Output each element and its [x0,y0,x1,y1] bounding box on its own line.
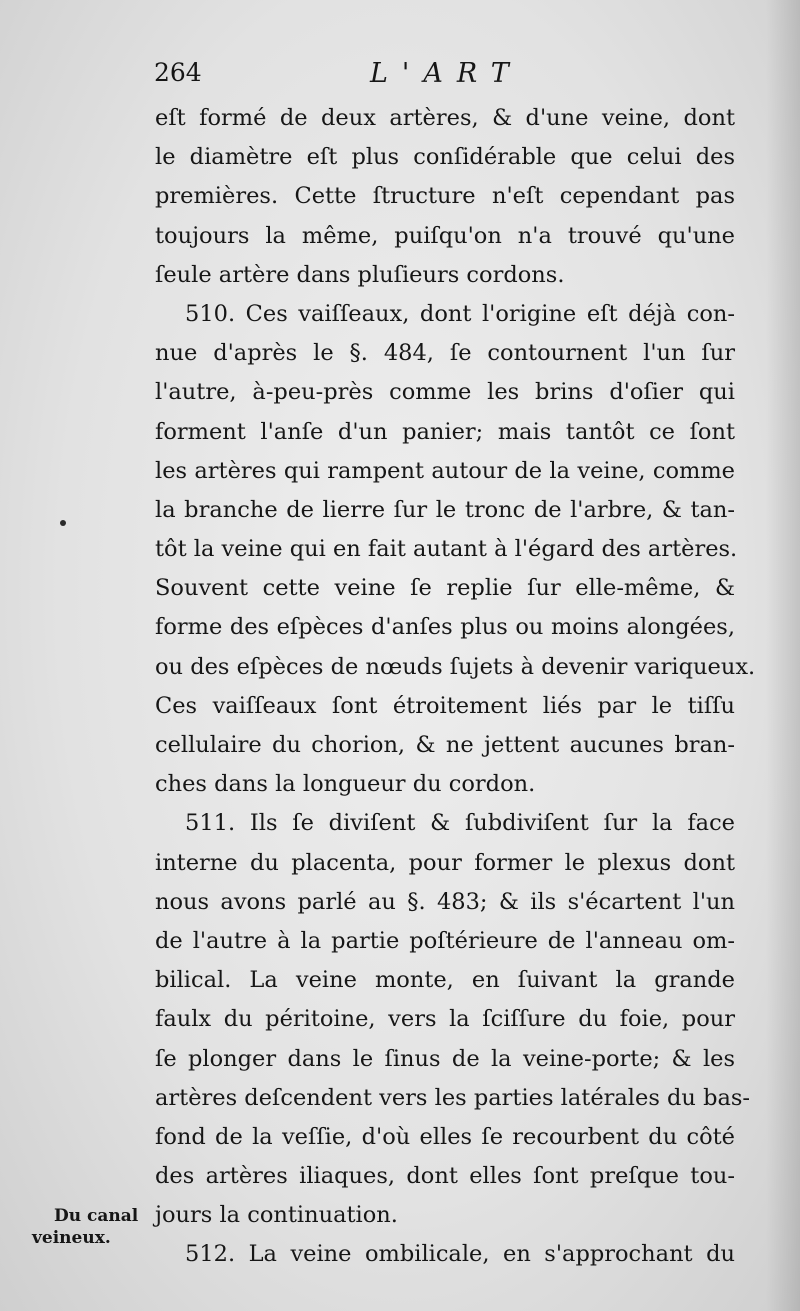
text-line: nous avons parlé au §. 483; & ils s'écartent l'un [155,888,735,915]
text-line: tôt la veine qui en fait autant à l'égard des artères. [155,536,738,563]
text-line: premières. Cette ſtructure n'eſt cependant pas [155,183,735,210]
text-line: la branche de lierre ſur le tronc de l'arbre, & tan- [155,496,735,523]
text-line: Souvent cette veine ſe replie ſur elle-même, & [155,575,735,602]
text-line: l'autre, à-peu-près comme les brins d'oſier qui [155,379,735,406]
body-text [155,99,756,1275]
running-head: L'ART [370,58,523,89]
text-line: jours la continuation. [155,1202,398,1229]
page-number: 264 [154,58,202,87]
paragraph-512-start: 512. La veine ombilicale, en s'approchant du [185,1241,735,1268]
text-line: les artères qui rampent autour de la veine, comme [155,457,735,484]
text-line: cellulaire du chorion, & ne jettent aucunes bran- [155,732,735,758]
text-line: ou des eſpèces de nœuds ſujets à devenir variqueux. [155,653,756,680]
text-line: forment l'anſe d'un panier; mais tantôt ce ſont [155,418,735,445]
text-line: forme des eſpèces d'anſes plus ou moins alongées, [155,614,735,641]
text-line: ſeule artère dans pluſieurs cordons. [155,261,565,288]
text-line: Ces vaiſſeaux ſont étroitement liés par le tiſſu [155,692,735,719]
text-line: ſe plonger dans le ſinus de la veine-porte; & les [155,1045,735,1072]
text-line: toujours la même, puiſqu'on n'a trouvé qu'une [155,222,735,249]
text-line: de l'autre à la partie poſtérieure de l'anneau om- [155,927,735,954]
text-line: des artères iliaques, dont elles ſont preſque tou- [155,1163,735,1190]
text-line: ches dans la longueur du cordon. [155,771,536,798]
text-line: nue d'après le §. 484, ſe contournent l'un ſur [155,340,735,367]
margin-note-line: veineux. [32,1228,111,1248]
ink-fleck [60,520,66,526]
text-line: artères deſcendent vers les parties latérales du bas- [155,1084,751,1111]
text-line: le diamètre eſt plus conſidérable que celui des [155,144,735,171]
gutter-shadow [766,0,800,1311]
text-line: fond de la veſſie, d'où elles ſe recourbent du côté [155,1123,735,1150]
text-line: interne du placenta, pour former le plexus dont [155,849,735,876]
paragraph-511-start: 511. Ils ſe diviſent & ſubdiviſent ſur la face [185,810,735,837]
margin-note-line: Du canal [54,1206,139,1226]
paragraph-510-start: 510. Ces vaiſſeaux, dont l'origine eſt déjà con- [185,300,735,327]
text-line: eſt formé de deux artères, & d'une veine, dont [155,105,735,131]
margin-note [30,1205,160,1249]
text-line: bilical. La veine monte, en ſuivant la grande [155,967,735,994]
page-header [150,58,740,98]
text-line: faulx du péritoine, vers la ſciſſure du foie, pour [155,1006,735,1033]
